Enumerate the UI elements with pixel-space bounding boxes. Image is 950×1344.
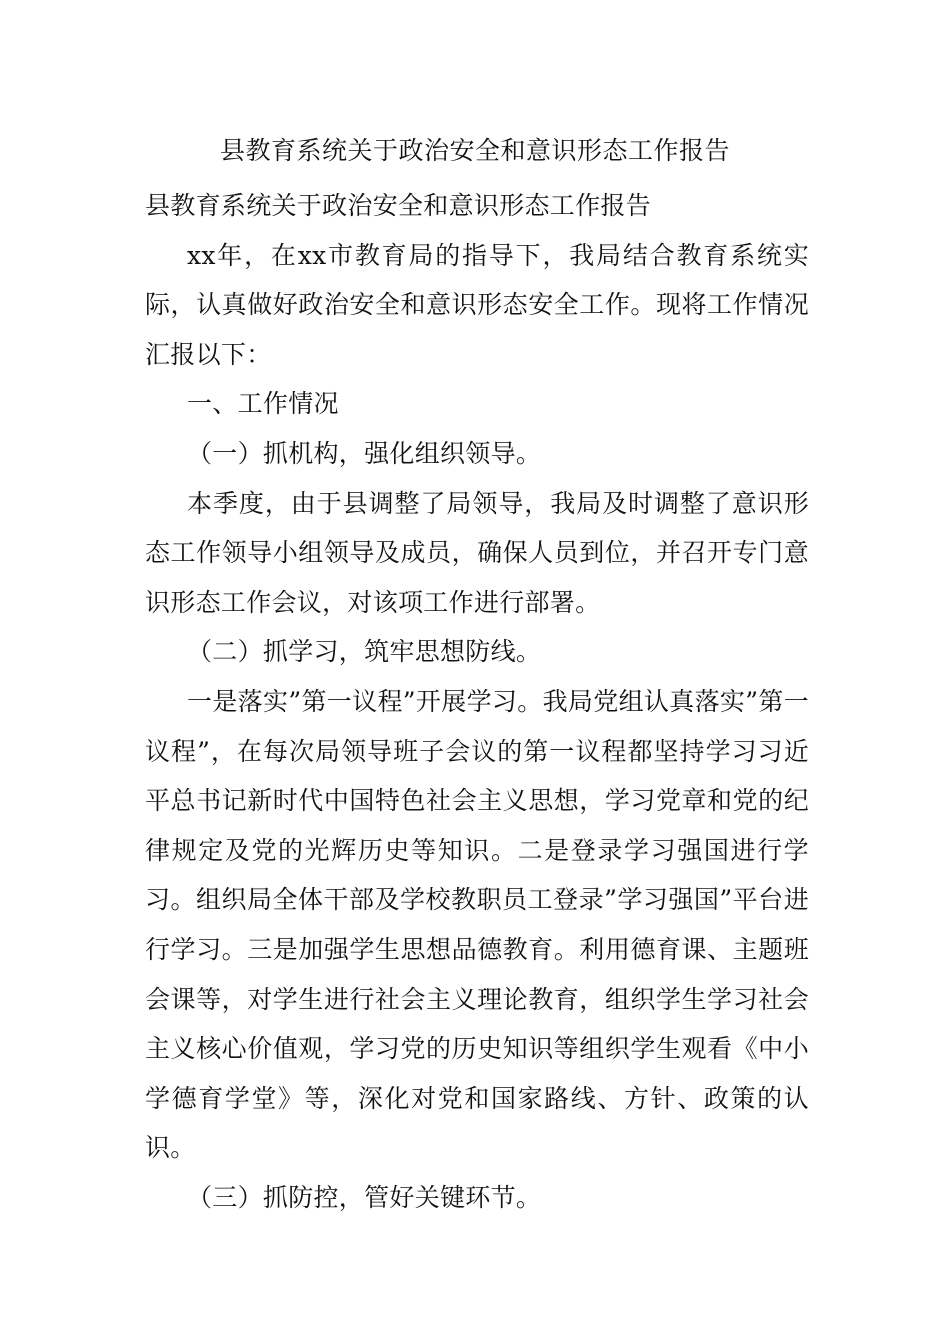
- paragraph-intro: xx年，在xx市教育局的指导下，我局结合教育系统实际，认真做好政治安全和意识形态安全工作。现将工作情况汇报以下：: [145, 240, 809, 369]
- paragraph-study: 一是落实”第一议程”开展学习。我局党组认真落实”第一议程”，在每次局领导班子会议的第一议程都坚持学习习近平总书记新时代中国特色社会主义思想，学习党章和党的纪律规定及党的光辉历史等知识。二是登录学习强国进行学习。组织局全体干部及学校教职员工登录”学习强国”平台进行学习。三是加强学生思想品德教育。利用德育课、主题班会课等，对学生进行社会主义理论教育，组织学生学习社会主义核心价值观，学习党的历史知识等组织学生观看《中小学德育学堂》等，深化对党和国家路线、方针、政策的认识。: [145, 686, 809, 1163]
- subsection-heading-organization: （一）抓机构，强化组织领导。: [187, 438, 542, 468]
- document-title: 县教育系统关于政治安全和意识形态工作报告: [219, 136, 730, 165]
- document-subtitle: 县教育系统关于政治安全和意识形态工作报告: [145, 191, 652, 220]
- paragraph-organization: 本季度，由于县调整了局领导，我局及时调整了意识形态工作领导小组领导及成员，确保人员到位，并召开专门意识形态工作会议，对该项工作进行部署。: [145, 488, 809, 617]
- document-body: [145, 181, 809, 1222]
- section-heading-work-status: 一、工作情况: [187, 389, 339, 419]
- subsection-heading-prevention: （三）抓防控，管好关键环节。: [187, 1182, 542, 1212]
- subsection-heading-study: （二）抓学习，筑牢思想防线。: [187, 637, 542, 667]
